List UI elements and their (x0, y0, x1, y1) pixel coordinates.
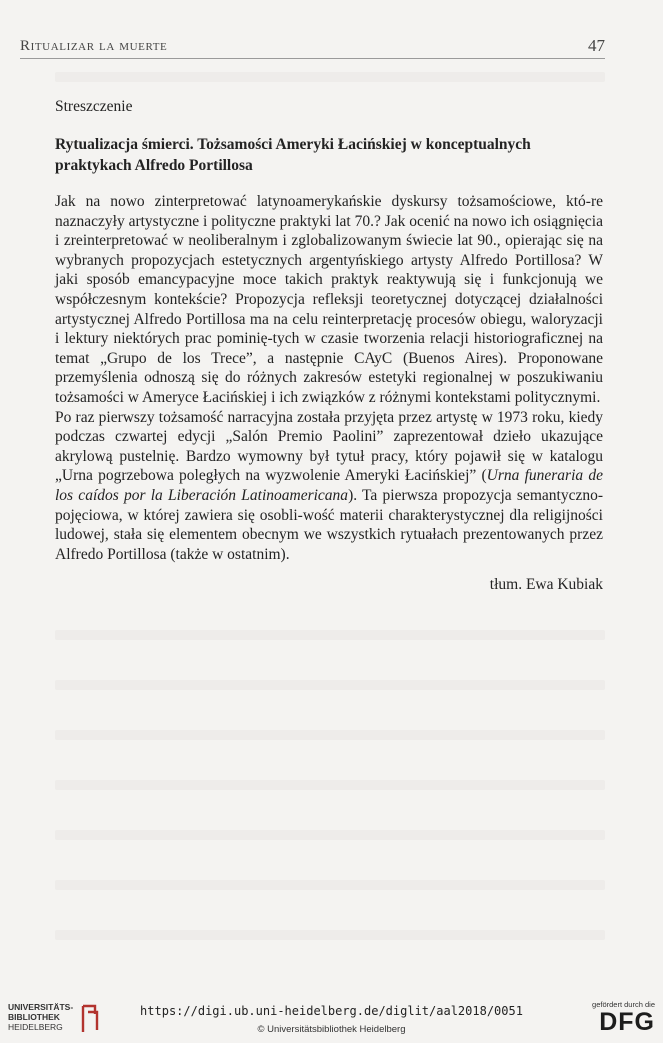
bleed-through-line (55, 630, 605, 640)
bleed-through-line (55, 72, 605, 82)
bleed-through-line (55, 680, 605, 690)
running-title: Ritualizar la muerte (20, 38, 168, 54)
copyright-text: Universitätsbibliothek Heidelberg (267, 1024, 406, 1035)
abstract-paragraph: Jak na nowo zinterpretować latynoamerykańskie dyskursy tożsamościowe, któ-re naznaczyły artystyczne i polityczne praktyki lat 70.? Jak ocenić na nowo ich osiągnięcia i zreinterpretować w neoliberalnym i zglobalizowanym świecie lat 90., opierając się na wybranych propozycjach estetycznych argentyńskiego artysty Alfredo Portillosa? W jaki sposób emancypacyjne moce takich praktyk reaktywują się i funkcjonują we współczesnym kontekście? Propozycja refleksji teoretycznej dotyczącej działalności artystycznej Alfredo Portillosa ma na celu reinterpretację procesów obiegu, waloryzacji i lektury niektórych prac pominię-tych w czasie tworzenia relacji historiograficznej na temat „Grupo de los Trece”, a następnie CAyC (Buenos Aires). Proponowane przemyślenia odnoszą się do różnych zakresów estetyki regionalnej w poszukiwaniu tożsamości w Ameryce Łacińskiej i ich związków z różnymi kontekstami politycznymi. (55, 193, 603, 406)
library-name-line: HEIDELBERG (8, 1022, 63, 1032)
funding-logo (585, 1000, 655, 1038)
funding-caption: gefördert durch die (592, 1000, 655, 1009)
running-header (20, 36, 605, 59)
permalink-url[interactable]: https://digi.ub.uni-heidelberg.de/diglit/aal2018/0051 (140, 1004, 523, 1018)
bleed-through-line (55, 880, 605, 890)
bleed-through-line (55, 930, 605, 940)
paragraph-text: Po raz pierwszy tożsamość narracyjna została przyjęta przez artystę w 1973 roku, kiedy podczas czwartej edycji „Salón Premio Paolini” zaprezentował dzieło ukazujące akrylową pustelnię. Bardzo wymowny był tytuł pracy, który pojawił się w katalogu „Urna pogrzebowa poległych na wyzwolenie Ameryki Łacińskiej” ( (55, 408, 603, 485)
copyright-notice (0, 1024, 663, 1035)
bleed-through-line (55, 780, 605, 790)
paragraph-text: ). Ta pierwsza propozycja semantyczno-pojęciowa, w której zawiera się osobli-wość materii charakterystycznej dla religijności ludowej, stała się elementem obecnym we wszystkich rytuałach prezentowanych przez Alfredo Portillosa (także w ostatnim). (55, 486, 603, 563)
library-name-line: UNIVERSITÄTS- (8, 1002, 74, 1012)
bleed-through-line (55, 730, 605, 740)
page-number: 47 (588, 36, 605, 55)
bleed-through-line (55, 830, 605, 840)
abstract-body (55, 192, 603, 564)
translator-credit: tłum. Ewa Kubiak (489, 576, 603, 594)
section-label: Streszczenie (55, 98, 133, 115)
italic-title: Urna funeraria de los caídos por la Liberación Latinoamericana (55, 467, 603, 504)
dfg-logo: DFG (599, 1008, 655, 1036)
article-title: Rytualizacja śmierci. Tożsamości Ameryki Łacińskiej w konceptualnych praktykach Alfredo Portillosa (55, 136, 531, 174)
abstract-paragraph (55, 408, 603, 565)
library-name-line: BIBLIOTHEK (8, 1012, 60, 1022)
abstract-section (55, 98, 603, 594)
copyright-icon: © (257, 1024, 265, 1035)
